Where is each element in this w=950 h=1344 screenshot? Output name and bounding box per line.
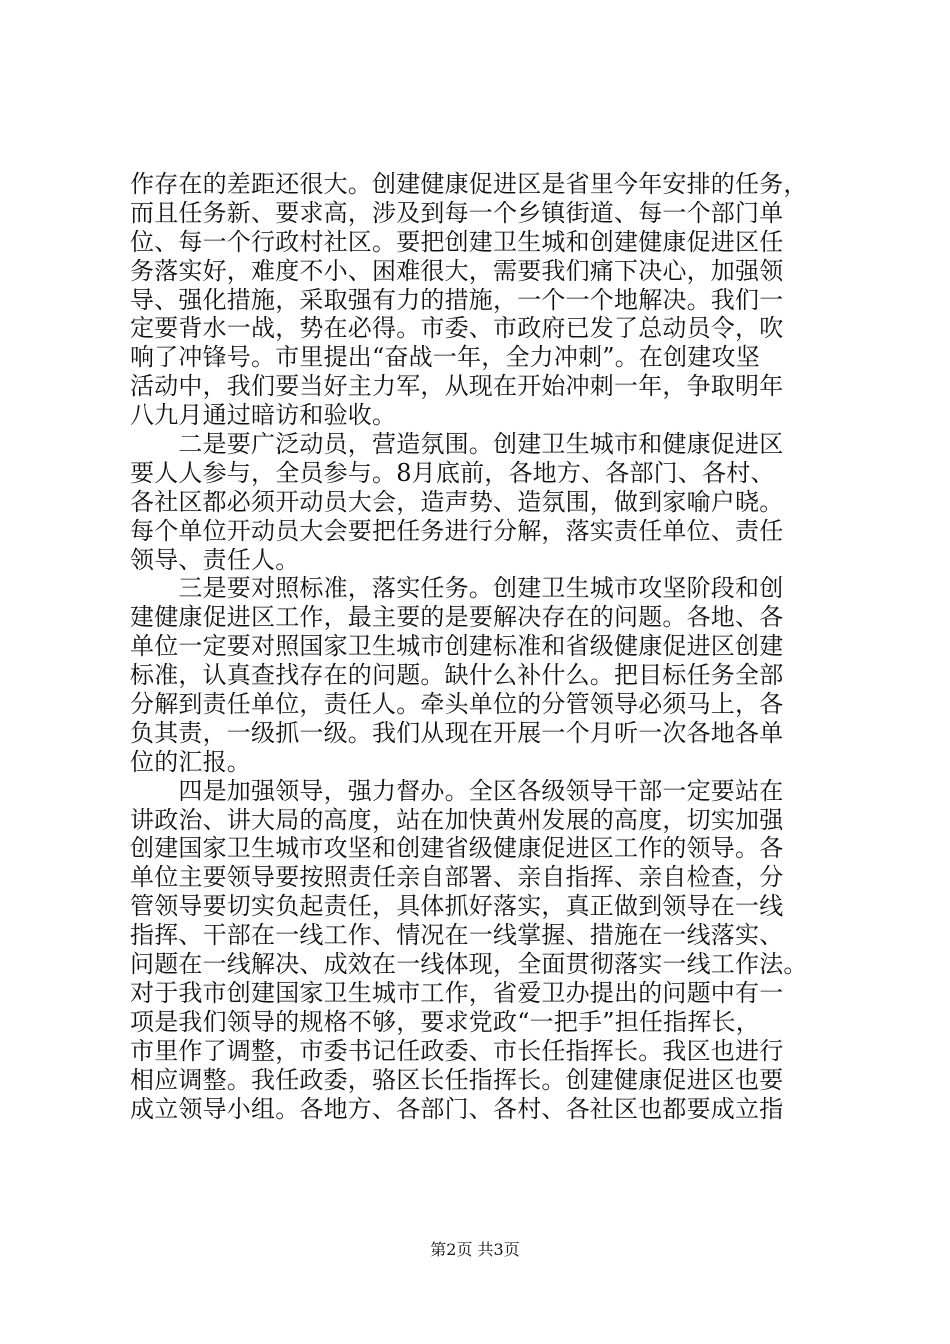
text-line: 导、强化措施，采取强有力的措施，一个一个地解决。我们一 [130, 285, 784, 314]
text-line: 位的汇报。 [130, 747, 251, 776]
text-line: 三是要对照标准，落实任务。创建卫生城市攻坚阶段和创 [130, 574, 784, 603]
text-line: 每个单位开动员大会要把任务进行分解，落实责任单位、责任 [130, 516, 784, 545]
text-line: 活动中，我们要当好主力军，从现在开始冲刺一年，争取明年 [130, 372, 784, 401]
text-line: 位、每一个行政村社区。要把创建卫生城和创建健康促进区任 [130, 227, 784, 256]
text-line: 管领导要切实负起责任，具体抓好落实，真正做到领导在一线 [130, 892, 784, 921]
text-line: 成立领导小组。各地方、各部门、各村、各社区也都要成立指 [130, 1094, 784, 1123]
text-line: 各社区都必须开动员大会，造声势、造氛围，做到家喻户晓。 [130, 487, 784, 516]
text-line: 领导、责任人。 [130, 545, 300, 574]
text-line: 作存在的差距还很大。创建健康促进区是省里今年安排的任务， [130, 170, 808, 198]
text-line: 市里作了调整，市委书记任政委、市长任指挥长。我区也进行 [130, 1036, 784, 1065]
text-line: 定要背水一战，势在必得。市委、市政府已发了总动员令，吹 [130, 314, 784, 343]
text-line: 标准，认真查找存在的问题。缺什么补什么。把目标任务全部 [130, 661, 784, 690]
text-line: 单位一定要对照国家卫生城市创建标准和省级健康促进区创建 [130, 632, 784, 661]
text-line: 二是要广泛动员，营造氛围。创建卫生城市和健康促进区 [130, 430, 784, 459]
text-line: 而且任务新、要求高，涉及到每一个乡镇街道、每一个部门单 [130, 198, 784, 227]
body-text [130, 170, 830, 1123]
text-line: 八九月通过暗访和验收。 [130, 401, 397, 430]
text-line: 问题在一线解决、成效在一线体现，全面贯彻落实一线工作法。 [130, 950, 808, 979]
text-line: 单位主要领导要按照责任亲自部署、亲自指挥、亲自检查，分 [130, 863, 784, 892]
text-line: 负其责，一级抓一级。我们从现在开展一个月听一次各地各单 [130, 718, 784, 747]
page-number-footer: 第2页 共3页 [430, 1240, 520, 1259]
text-line: 创建国家卫生城市攻坚和创建省级健康促进区工作的领导。各 [130, 834, 784, 863]
text-line: 相应调整。我任政委，骆区长任指挥长。创建健康促进区也要 [130, 1065, 784, 1094]
text-line: 建健康促进区工作，最主要的是要解决存在的问题。各地、各 [130, 603, 784, 632]
text-line: 要人人参与，全员参与。8月底前，各地方、各部门、各村、 [130, 458, 775, 487]
text-line: 项是我们领导的规格不够，要求党政“一把手”担任指挥长， [130, 1007, 760, 1036]
text-line: 对于我市创建国家卫生城市工作，省爱卫办提出的问题中有一 [130, 978, 784, 1007]
text-line: 响了冲锋号。市里提出“奋战一年，全力冲刺”。在创建攻坚 [130, 343, 760, 372]
text-line: 务落实好，难度不小、困难很大，需要我们痛下决心，加强领 [130, 256, 784, 285]
text-line: 分解到责任单位，责任人。牵头单位的分管领导必须马上，各 [130, 690, 784, 719]
text-line: 指挥、干部在一线工作、情况在一线掌握、措施在一线落实、 [130, 921, 784, 950]
text-line: 四是加强领导，强力督办。全区各级领导干部一定要站在 [130, 776, 784, 805]
text-line: 讲政治、讲大局的高度，站在加快黄州发展的高度，切实加强 [130, 805, 784, 834]
